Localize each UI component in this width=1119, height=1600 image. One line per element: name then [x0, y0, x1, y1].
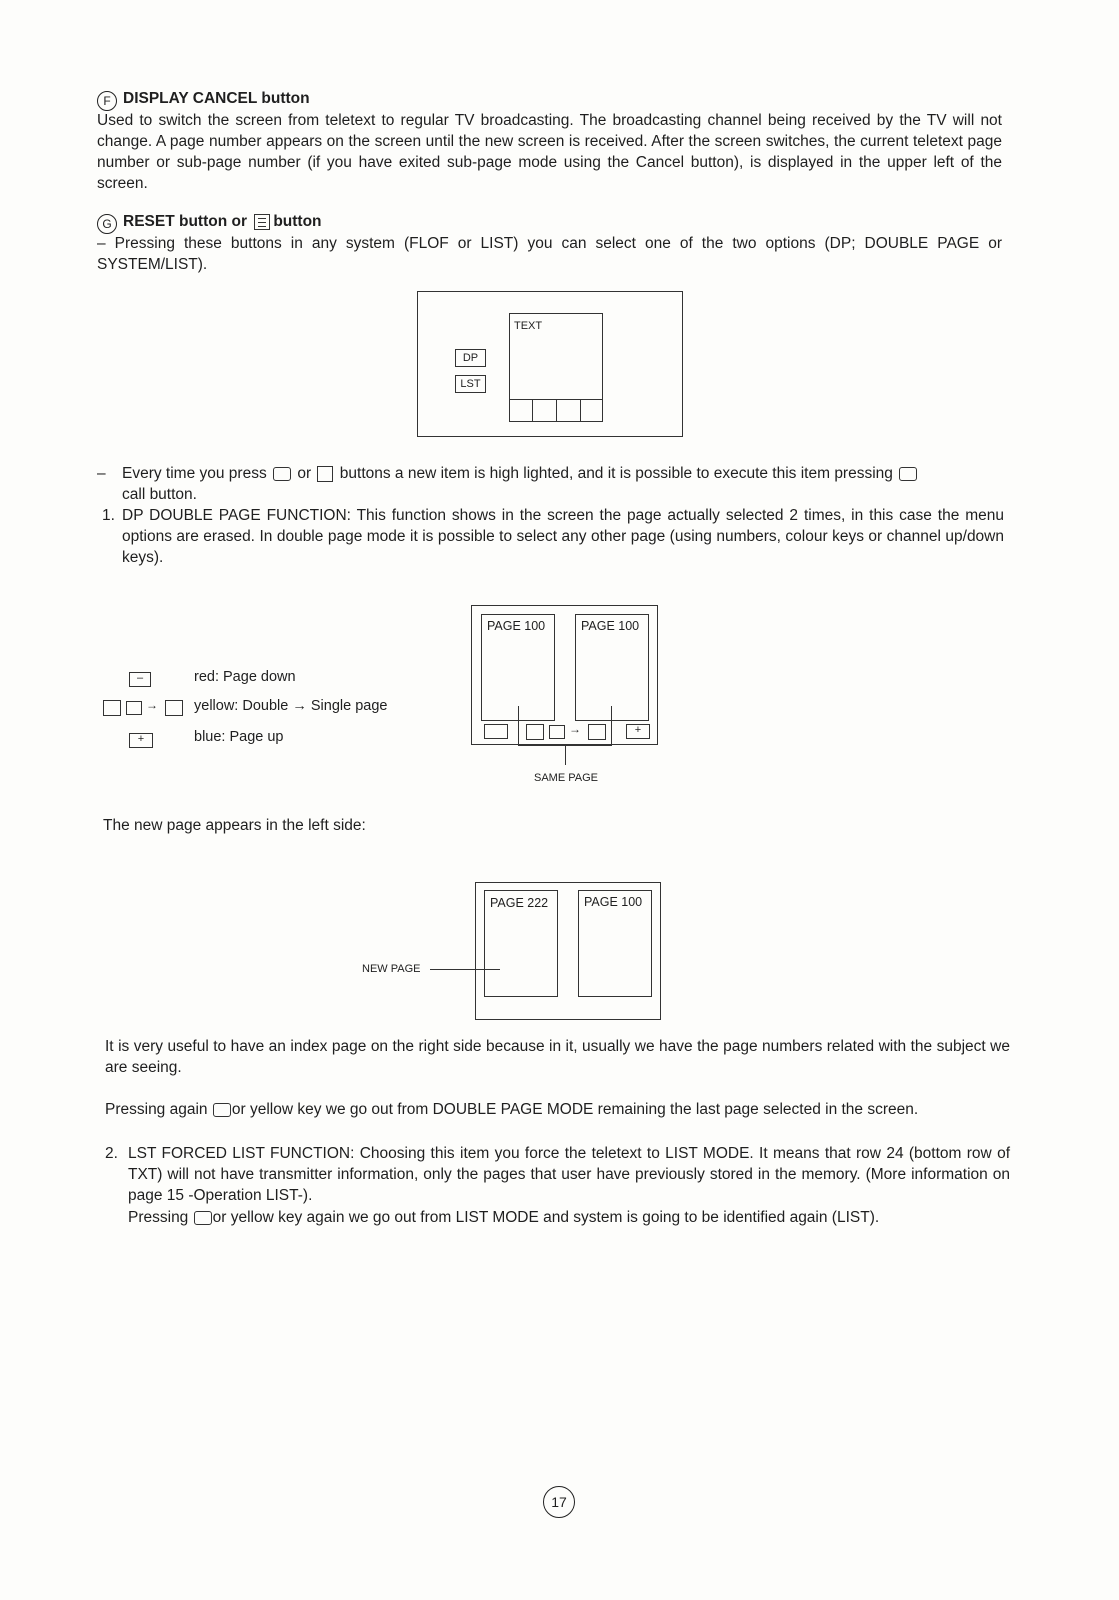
section-g-body: – Pressing these buttons in any system (FLOF or LIST) you can select one of the two options (DP; DOUBLE PAGE or SYSTEM/LIST).	[97, 235, 1002, 273]
row-divider	[556, 399, 557, 422]
row-divider	[580, 399, 581, 422]
new-page-pointer-line	[430, 969, 500, 970]
pressing-again-b: or yellow key we go out from DOUBLE PAGE MODE remaining the last page selected in the screen.	[231, 1101, 919, 1118]
call-key-icon	[899, 467, 917, 481]
blue-key-icon: +	[129, 733, 153, 748]
text-screen-label: TEXT	[514, 320, 543, 332]
legend-red-text: red: Page down	[194, 669, 296, 685]
right-page-label: PAGE 100	[581, 619, 640, 633]
item2-text2-a: Pressing	[128, 1209, 189, 1226]
blue-key-icon: +	[626, 724, 650, 739]
dp-key-icon	[273, 467, 291, 481]
new-right-page-label: PAGE 100	[584, 895, 643, 909]
item2-text: LST FORCED LIST FUNCTION: Choosing this item you force the teletext to LIST MODE. It means that row 24 (bottom row of TXT) will not have transmitter information, only the pages that user have previously stored in the memory. (More information on page 15 -Operation LIST-).	[128, 1145, 1010, 1204]
section-f-heading	[97, 90, 310, 111]
item1-number: 1.	[102, 507, 115, 524]
same-page-caption: SAME PAGE	[534, 772, 598, 784]
section-g-marker: G	[97, 214, 117, 234]
bullet-text	[122, 463, 1012, 505]
red-key-icon	[484, 724, 508, 739]
item2-pressing-line	[128, 1207, 1010, 1228]
yellow-key-icon: →	[526, 724, 606, 740]
call-key-icon	[194, 1211, 212, 1225]
item2-number: 2.	[105, 1145, 118, 1162]
yellow-key-icon: →	[103, 700, 183, 716]
bullet-text-b: or	[297, 465, 312, 482]
same-page-connector-left	[518, 706, 519, 746]
new-page-intro: The new page appears in the left side:	[103, 817, 366, 834]
section-g-heading	[97, 213, 322, 234]
same-page-pointer	[565, 745, 566, 765]
dp-option-box: DP	[455, 349, 486, 367]
pressing-again-line	[105, 1099, 1010, 1120]
call-key-icon	[213, 1103, 231, 1117]
red-key-icon: –	[129, 672, 151, 687]
page-number: 17	[543, 1486, 575, 1518]
legend-blue-text: blue: Page up	[194, 729, 284, 745]
bullet-text-c: buttons a new item is high lighted, and it is possible to execute this item pressing	[339, 465, 893, 482]
section-f-title: DISPLAY CANCEL button	[123, 90, 310, 107]
list-key-icon	[254, 214, 270, 230]
section-g-title-a: RESET button or	[123, 213, 247, 230]
left-page-label: PAGE 100	[487, 619, 546, 633]
new-page-pointer-label: NEW PAGE	[362, 963, 421, 975]
row-divider	[532, 399, 533, 422]
pressing-again-a: Pressing again	[105, 1101, 208, 1118]
section-f-body: Used to switch the screen from teletext to regular TV broadcasting. The broadcasting channel being received by the TV will not change. A page number appears on the screen until the new screen is received. After the screen switches, the current teletext page number or sub-page number (if you have exited sub-page mode using the Cancel button), is displayed in the upper left of the screen.	[97, 112, 1002, 192]
bullet-text-a: Every time you press	[122, 465, 267, 482]
bullet-text-d: call button.	[122, 486, 197, 503]
bullet-dash: –	[97, 465, 106, 482]
item1-text: DP DOUBLE PAGE FUNCTION: This function shows in the screen the page actually selected 2 times, in this case the menu options are erased. In double page mode it is possible to select any other page (using numbers, colour keys or channel up/down keys).	[122, 507, 1004, 566]
list-key-icon	[317, 466, 333, 482]
index-paragraph: It is very useful to have an index page on the right side because in it, usually we have the page numbers related with the subject we are seeing.	[105, 1038, 1010, 1076]
lst-option-box: LST	[455, 375, 486, 393]
section-f-marker: F	[97, 91, 117, 111]
new-left-page-label: PAGE 222	[490, 896, 549, 910]
section-g-title-b: button	[273, 213, 322, 230]
same-page-connector-right	[611, 706, 612, 746]
legend-yellow-text: yellow: Double → Single page	[194, 698, 388, 714]
item2-text2-b: or yellow key again we go out from LIST MODE and system is going to be identified again (LIST).	[212, 1209, 880, 1226]
